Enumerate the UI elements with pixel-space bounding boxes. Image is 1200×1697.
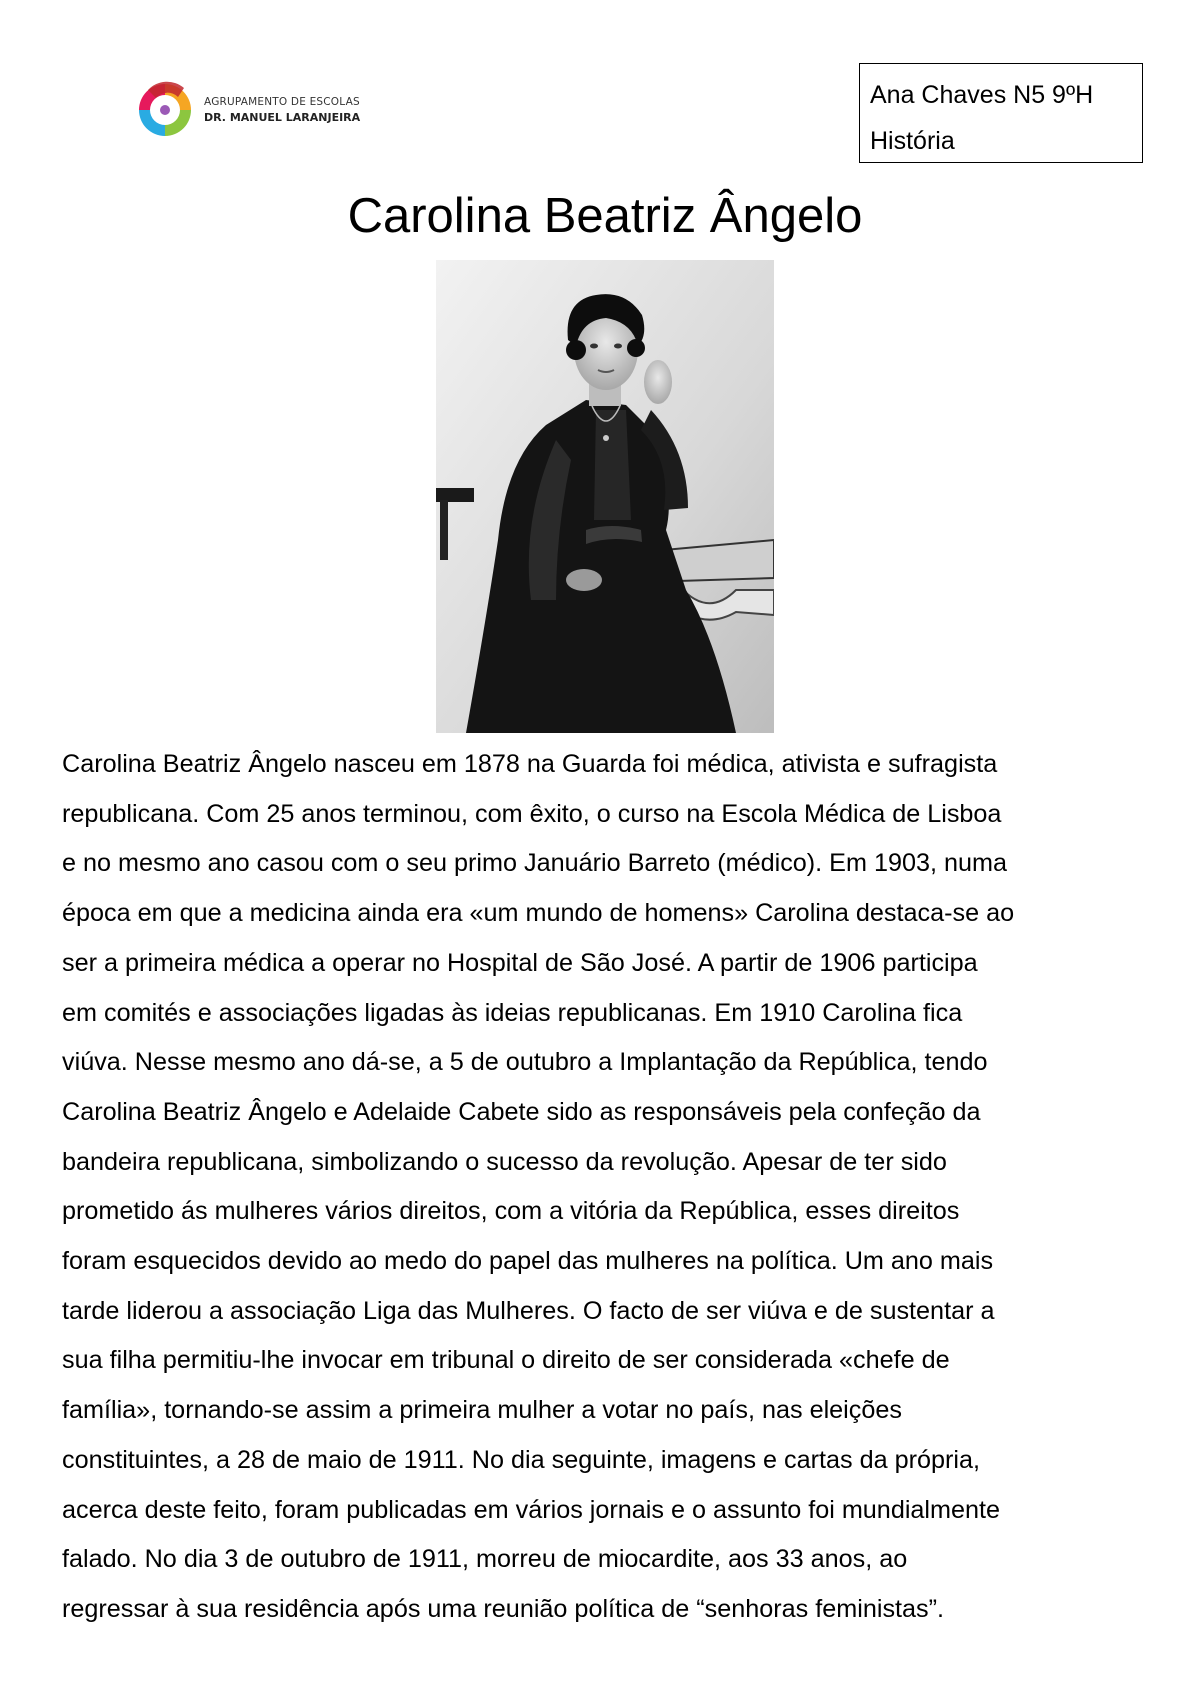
biography-line: prometido ás mulheres vários direitos, com a vitória da República, esses direitos [62,1197,960,1226]
biography-line: viúva. Nesse mesmo ano dá-se, a 5 de outubro a Implantação da República, tendo [62,1048,988,1077]
school-logo-icon [134,78,196,144]
subject-label: História [870,127,955,155]
logo-text-line1: AGRUPAMENTO DE ESCOLAS [204,96,360,108]
biography-line: Carolina Beatriz Ângelo e Adelaide Cabete sido as responsáveis pela confeção da [62,1097,981,1126]
biography-line: ser a primeira médica a operar no Hospital de São José. A partir de 1906 participa [62,948,978,977]
biography-line: republicana. Com 25 anos terminou, com êxito, o curso na Escola Médica de Lisboa [62,799,1002,828]
biography-line: regressar à sua residência após uma reunião política de “senhoras feministas”. [62,1594,945,1623]
biography-line: falado. No dia 3 de outubro de 1911, morreu de miocardite, aos 33 anos, ao [62,1545,908,1574]
biography-line: tarde liderou a associação Liga das Mulheres. O facto de ser viúva e de sustentar a [62,1296,995,1325]
page-title: Carolina Beatriz Ângelo [347,189,863,243]
logo-text-line2: DR. MANUEL LARANJEIRA [204,111,361,124]
biography-text [62,740,1152,1635]
school-logo [134,78,361,144]
biography-line: e no mesmo ano casou com o seu primo Januário Barreto (médico). Em 1903, numa [62,849,1007,878]
biography-line: época em que a medicina ainda era «um mundo de homens» Carolina destaca-se ao [62,899,1015,928]
portrait-photo [436,260,774,733]
biography-line: em comités e associações ligadas às ideias republicanas. Em 1910 Carolina fica [62,998,963,1027]
biography-line: acerca deste feito, foram publicadas em vários jornais e o assunto foi mundialmente [62,1495,1001,1524]
biography-line: bandeira republicana, simbolizando o sucesso da revolução. Apesar de ter sido [62,1147,947,1176]
biography-line: família», tornando-se assim a primeira mulher a votar no país, nas eleições [62,1396,902,1425]
biography-line: sua filha permitiu-lhe invocar em tribunal o direito de ser considerada «chefe de [62,1346,950,1375]
student-info-box [859,63,1143,163]
biography-line: constituintes, a 28 de maio de 1911. No dia seguinte, imagens e cartas da própria, [62,1445,981,1474]
student-name: Ana Chaves N5 9ºH [870,81,1094,109]
biography-line: Carolina Beatriz Ângelo nasceu em 1878 na Guarda foi médica, ativista e sufragista [62,750,998,778]
biography-line: foram esquecidos devido ao medo do papel das mulheres na política. Um ano mais [62,1247,994,1276]
